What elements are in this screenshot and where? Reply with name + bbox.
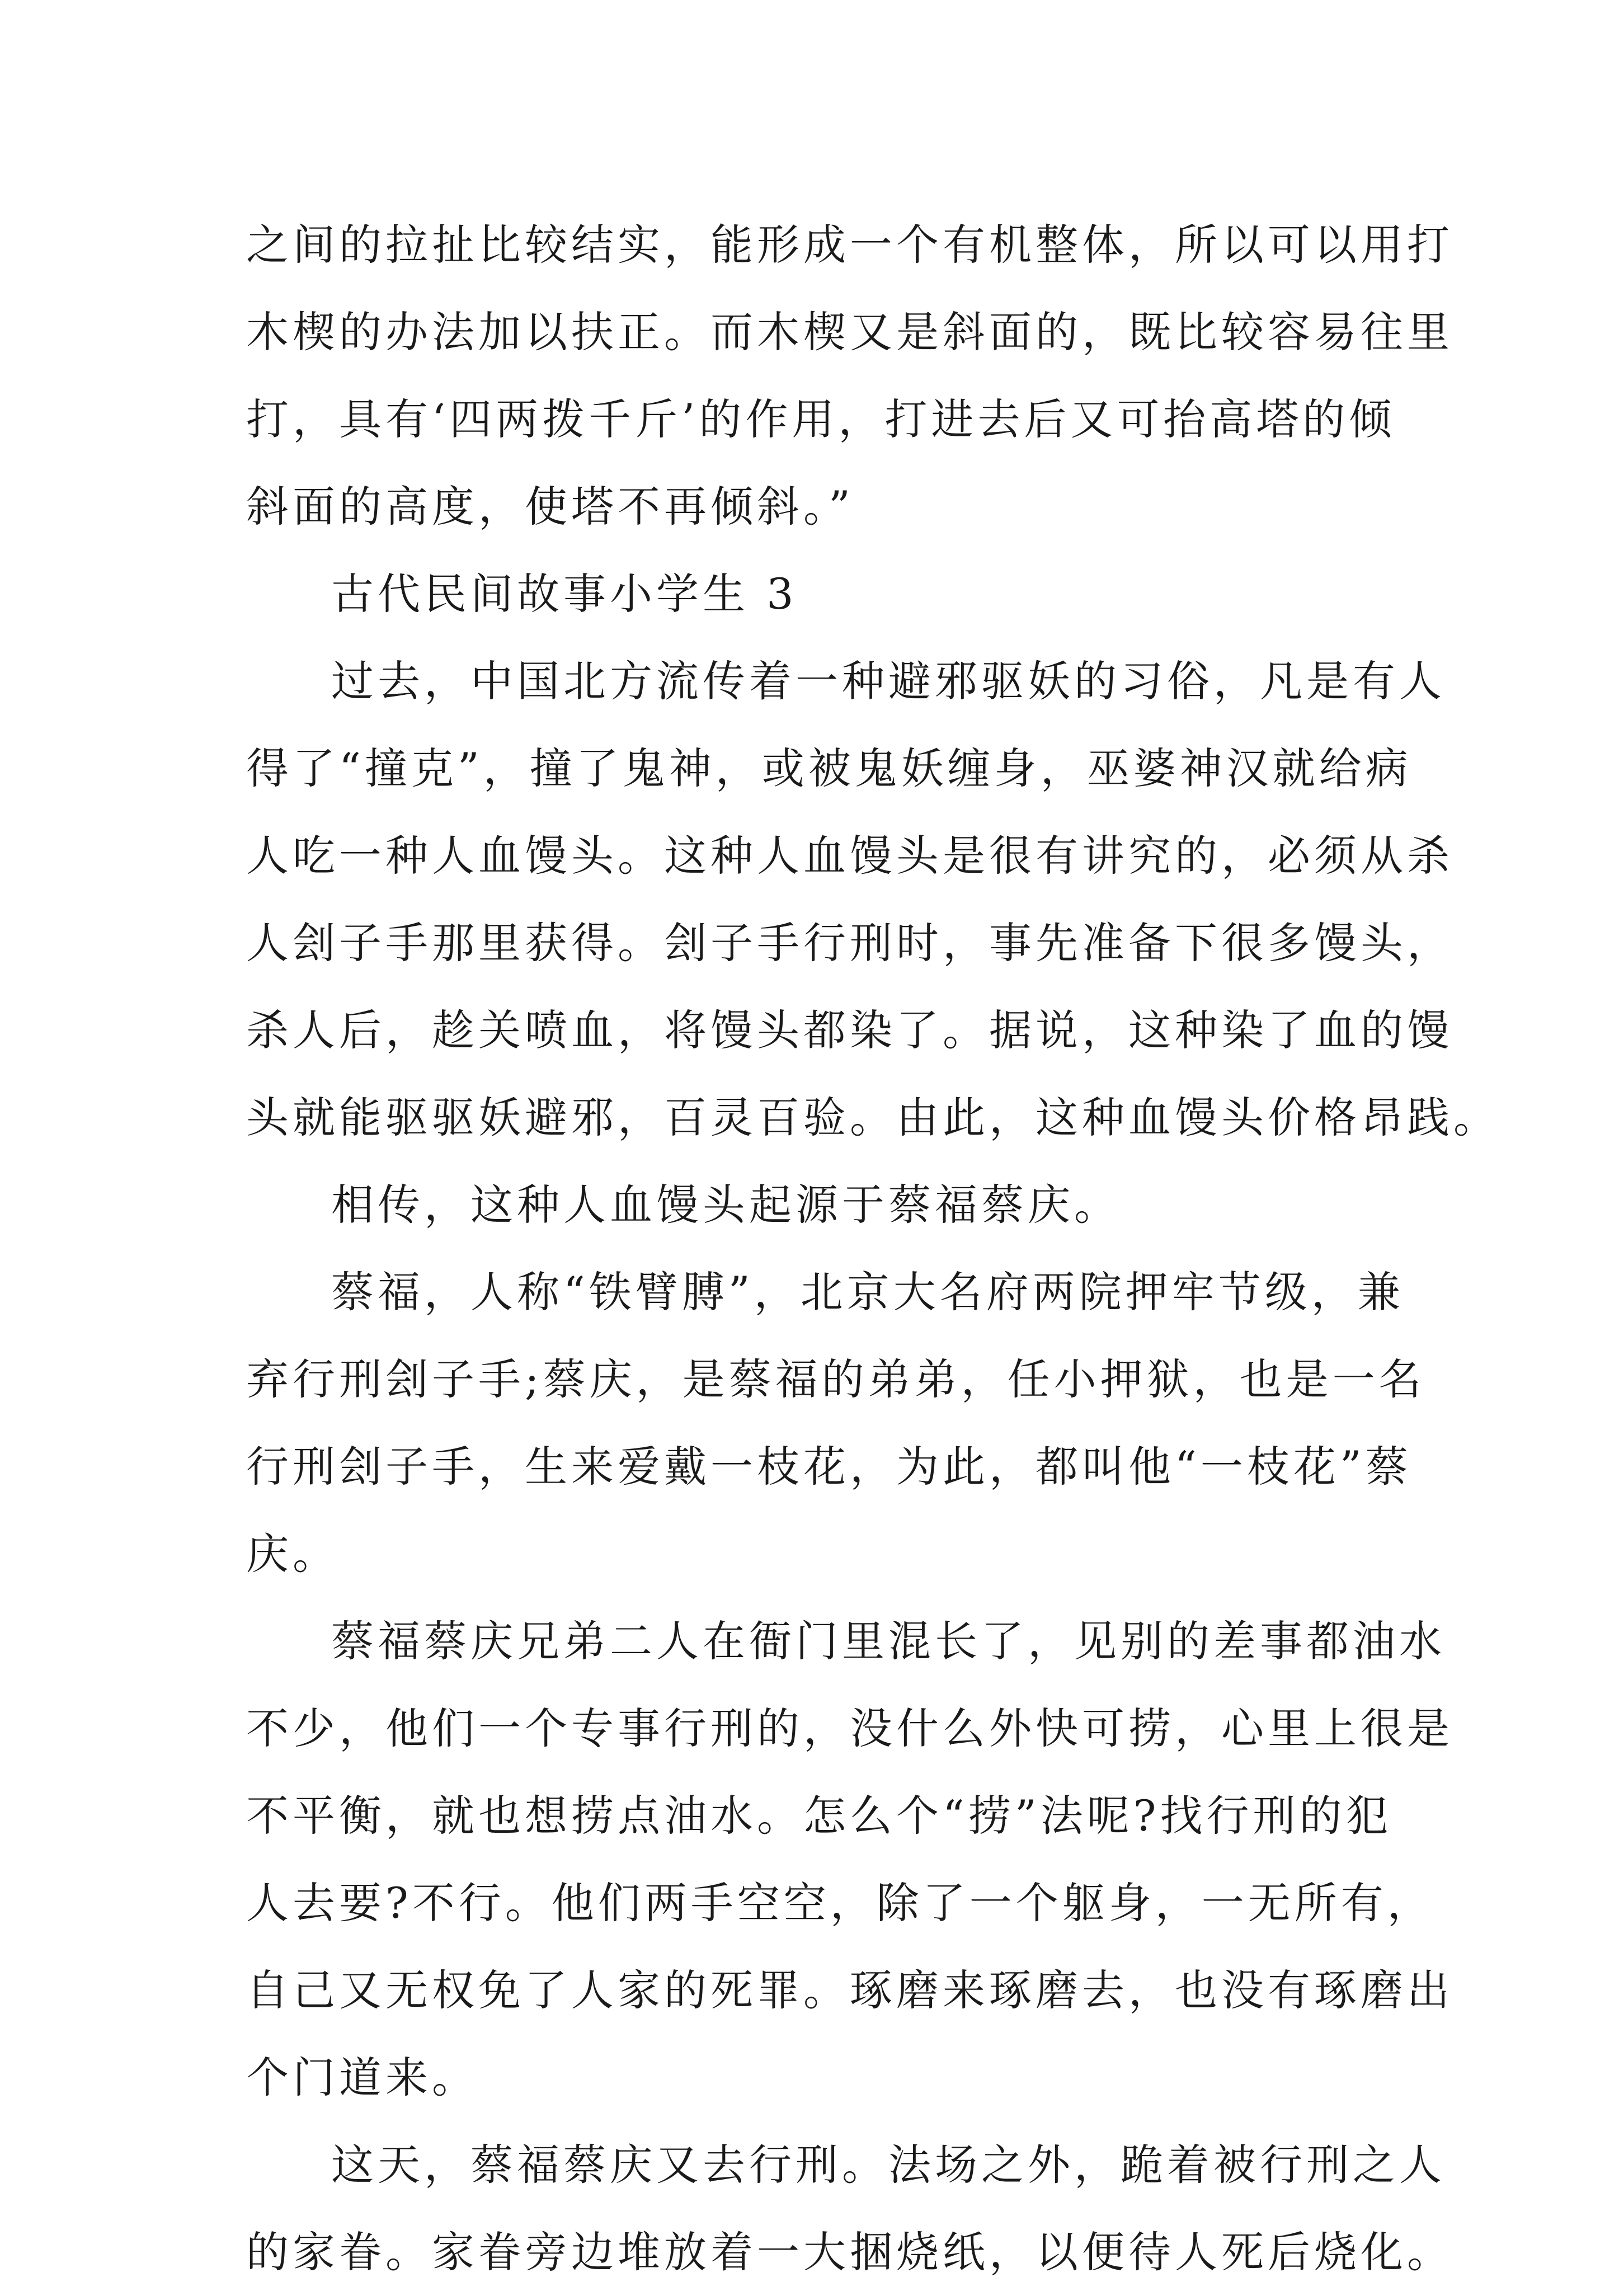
text-line: 人吃一种人血馒头。这种人血馒头是很有讲究的，必须从杀 xyxy=(246,831,1453,881)
text-line: 蔡福蔡庆兄弟二人在衙门里混长了，见别的差事都油水 xyxy=(331,1616,1446,1666)
text-line: 人刽子手那里获得。刽子手行刑时，事先准备下很多馒头， xyxy=(246,918,1453,968)
text-line: 斜面的高度，使塔不再倾斜。” xyxy=(246,482,854,531)
text-line: 过去，中国北方流传着一种避邪驱妖的习俗，凡是有人 xyxy=(331,656,1446,706)
text-line: 不平衡，就也想捞点油水。怎么个“捞”法呢?找行刑的犯 xyxy=(246,1791,1392,1841)
section-title: 古代民间故事小学生 3 xyxy=(331,569,798,619)
text-line: 杀人后，趁关喷血，将馒头都染了。据说，这种染了血的馒 xyxy=(246,1005,1453,1055)
text-line: 自己又无权免了人家的死罪。琢磨来琢磨去，也没有琢磨出 xyxy=(246,1965,1453,2015)
text-line: 的家眷。家眷旁边堆放着一大捆烧纸，以便待人死后烧化。 xyxy=(246,2227,1453,2277)
text-line: 头就能驱驱妖避邪，百灵百验。由此，这种血馒头价格昂践。 xyxy=(246,1093,1500,1142)
text-line: 弃行刑刽子手;蔡庆，是蔡福的弟弟，任小押狱，也是一名 xyxy=(246,1354,1425,1404)
text-line: 蔡福，人称“铁臂膊”，北京大名府两院押牢节级，兼 xyxy=(331,1267,1404,1317)
text-line: 得了“撞克”，撞了鬼神，或被鬼妖缠身，巫婆神汉就给病 xyxy=(246,744,1412,793)
text-line: 行刑刽子手，生来爱戴一枝花，为此，都叫他“一枝花”蔡 xyxy=(246,1442,1412,1492)
text-line: 打，具有‘四两拨千斤’的作用，打进去后又可抬高塔的倾 xyxy=(246,394,1396,444)
text-line: 木楔的办法加以扶正。而木楔又是斜面的，既比较容易往里 xyxy=(246,307,1453,357)
text-line: 这天，蔡福蔡庆又去行刑。法场之外，跪着被行刑之人 xyxy=(331,2140,1446,2190)
text-line: 个门道来。 xyxy=(246,2053,478,2102)
text-line: 人去要?不行。他们两手空空，除了一个躯身，一无所有， xyxy=(246,1878,1434,1928)
document-body xyxy=(246,201,1500,2296)
text-line: 不少，他们一个专事行刑的，没什么外快可捞，心里上很是 xyxy=(246,1704,1453,1753)
text-line: 之间的拉扯比较结实，能形成一个有机整体，所以可以用打 xyxy=(246,220,1453,270)
text-line: 庆。 xyxy=(246,1529,339,1579)
text-line: 相传，这种人血馒头起源于蔡福蔡庆。 xyxy=(331,1180,1121,1230)
